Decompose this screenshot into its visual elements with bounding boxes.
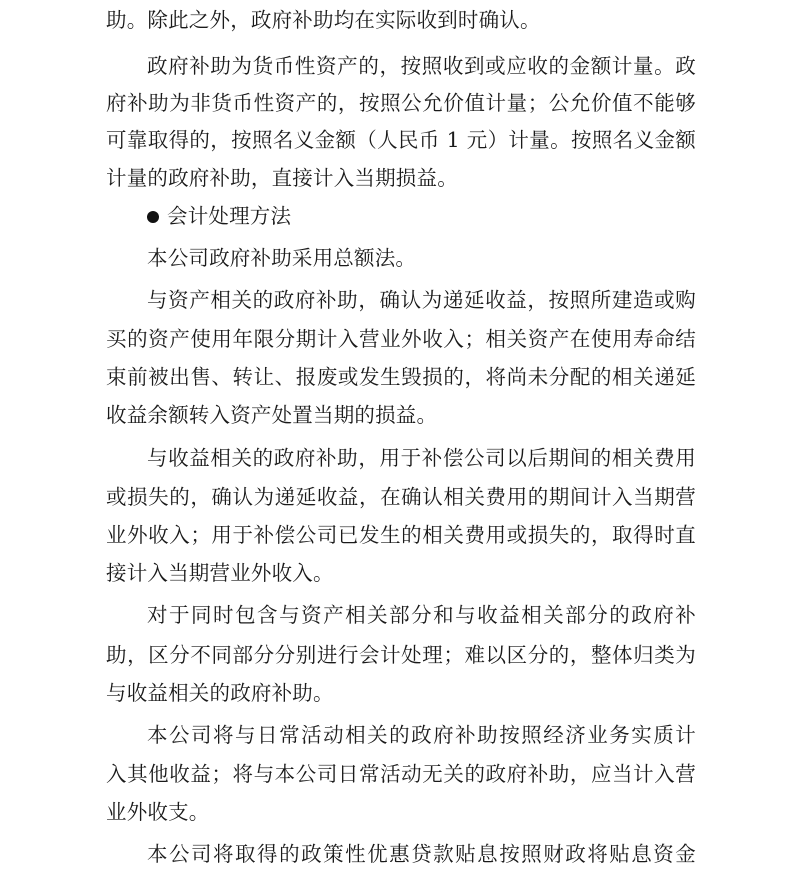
paragraph-line: 业外收支。 [106, 800, 210, 824]
paragraph-line: 业外收入；用于补偿公司已发生的相关费用或损失的，取得时直 [106, 523, 696, 547]
paragraph-line: 本公司政府补助采用总额法。 [147, 246, 417, 270]
filled-circle-bullet-icon [147, 211, 159, 223]
paragraph-line: 收益余额转入资产处置当期的损益。 [106, 403, 438, 427]
paragraph-line: 接计入当期营业外收入。 [106, 561, 334, 585]
paragraph-line: 可靠取得的，按照名义金额（人民币 1 元）计量。按照名义金额 [106, 128, 696, 152]
paragraph-line: 本公司将与日常活动相关的政府补助按照经济业务实质计 [147, 723, 696, 747]
paragraph-line: 助，区分不同部分分别进行会计处理；难以区分的，整体归类为 [106, 643, 696, 667]
paragraph-line: 与资产相关的政府补助，确认为递延收益，按照所建造或购 [147, 288, 696, 312]
paragraph-line: 买的资产使用年限分期计入营业外收入；相关资产在使用寿命结 [106, 327, 696, 351]
paragraph-line: 或损失的，确认为递延收益，在确认相关费用的期间计入当期营 [106, 485, 696, 509]
paragraph-line: 本公司将取得的政策性优惠贷款贴息按照财政将贴息资金 [147, 842, 696, 866]
paragraph-line: 入其他收益；将与本公司日常活动无关的政府补助，应当计入营 [106, 762, 696, 786]
paragraph-line: 助。除此之外，政府补助均在实际收到时确认。 [106, 8, 541, 32]
paragraph-line: 政府补助为货币性资产的，按照收到或应收的金额计量。政 [147, 54, 696, 78]
paragraph-line: 与收益相关的政府补助，用于补偿公司以后期间的相关费用 [147, 446, 696, 470]
paragraph-line: 束前被出售、转让、报废或发生毁损的，将尚未分配的相关递延 [106, 365, 696, 389]
section-heading [147, 198, 696, 235]
paragraph-line: 计量的政府补助，直接计入当期损益。 [106, 166, 458, 190]
paragraph-line: 与收益相关的政府补助。 [106, 681, 334, 705]
section-heading-text: 会计处理方法 [167, 204, 292, 228]
paragraph-line: 对于同时包含与资产相关部分和与收益相关部分的政府补 [147, 603, 696, 627]
paragraph-line: 府补助为非货币性资产的，按照公允价值计量；公允价值不能够 [106, 91, 696, 115]
